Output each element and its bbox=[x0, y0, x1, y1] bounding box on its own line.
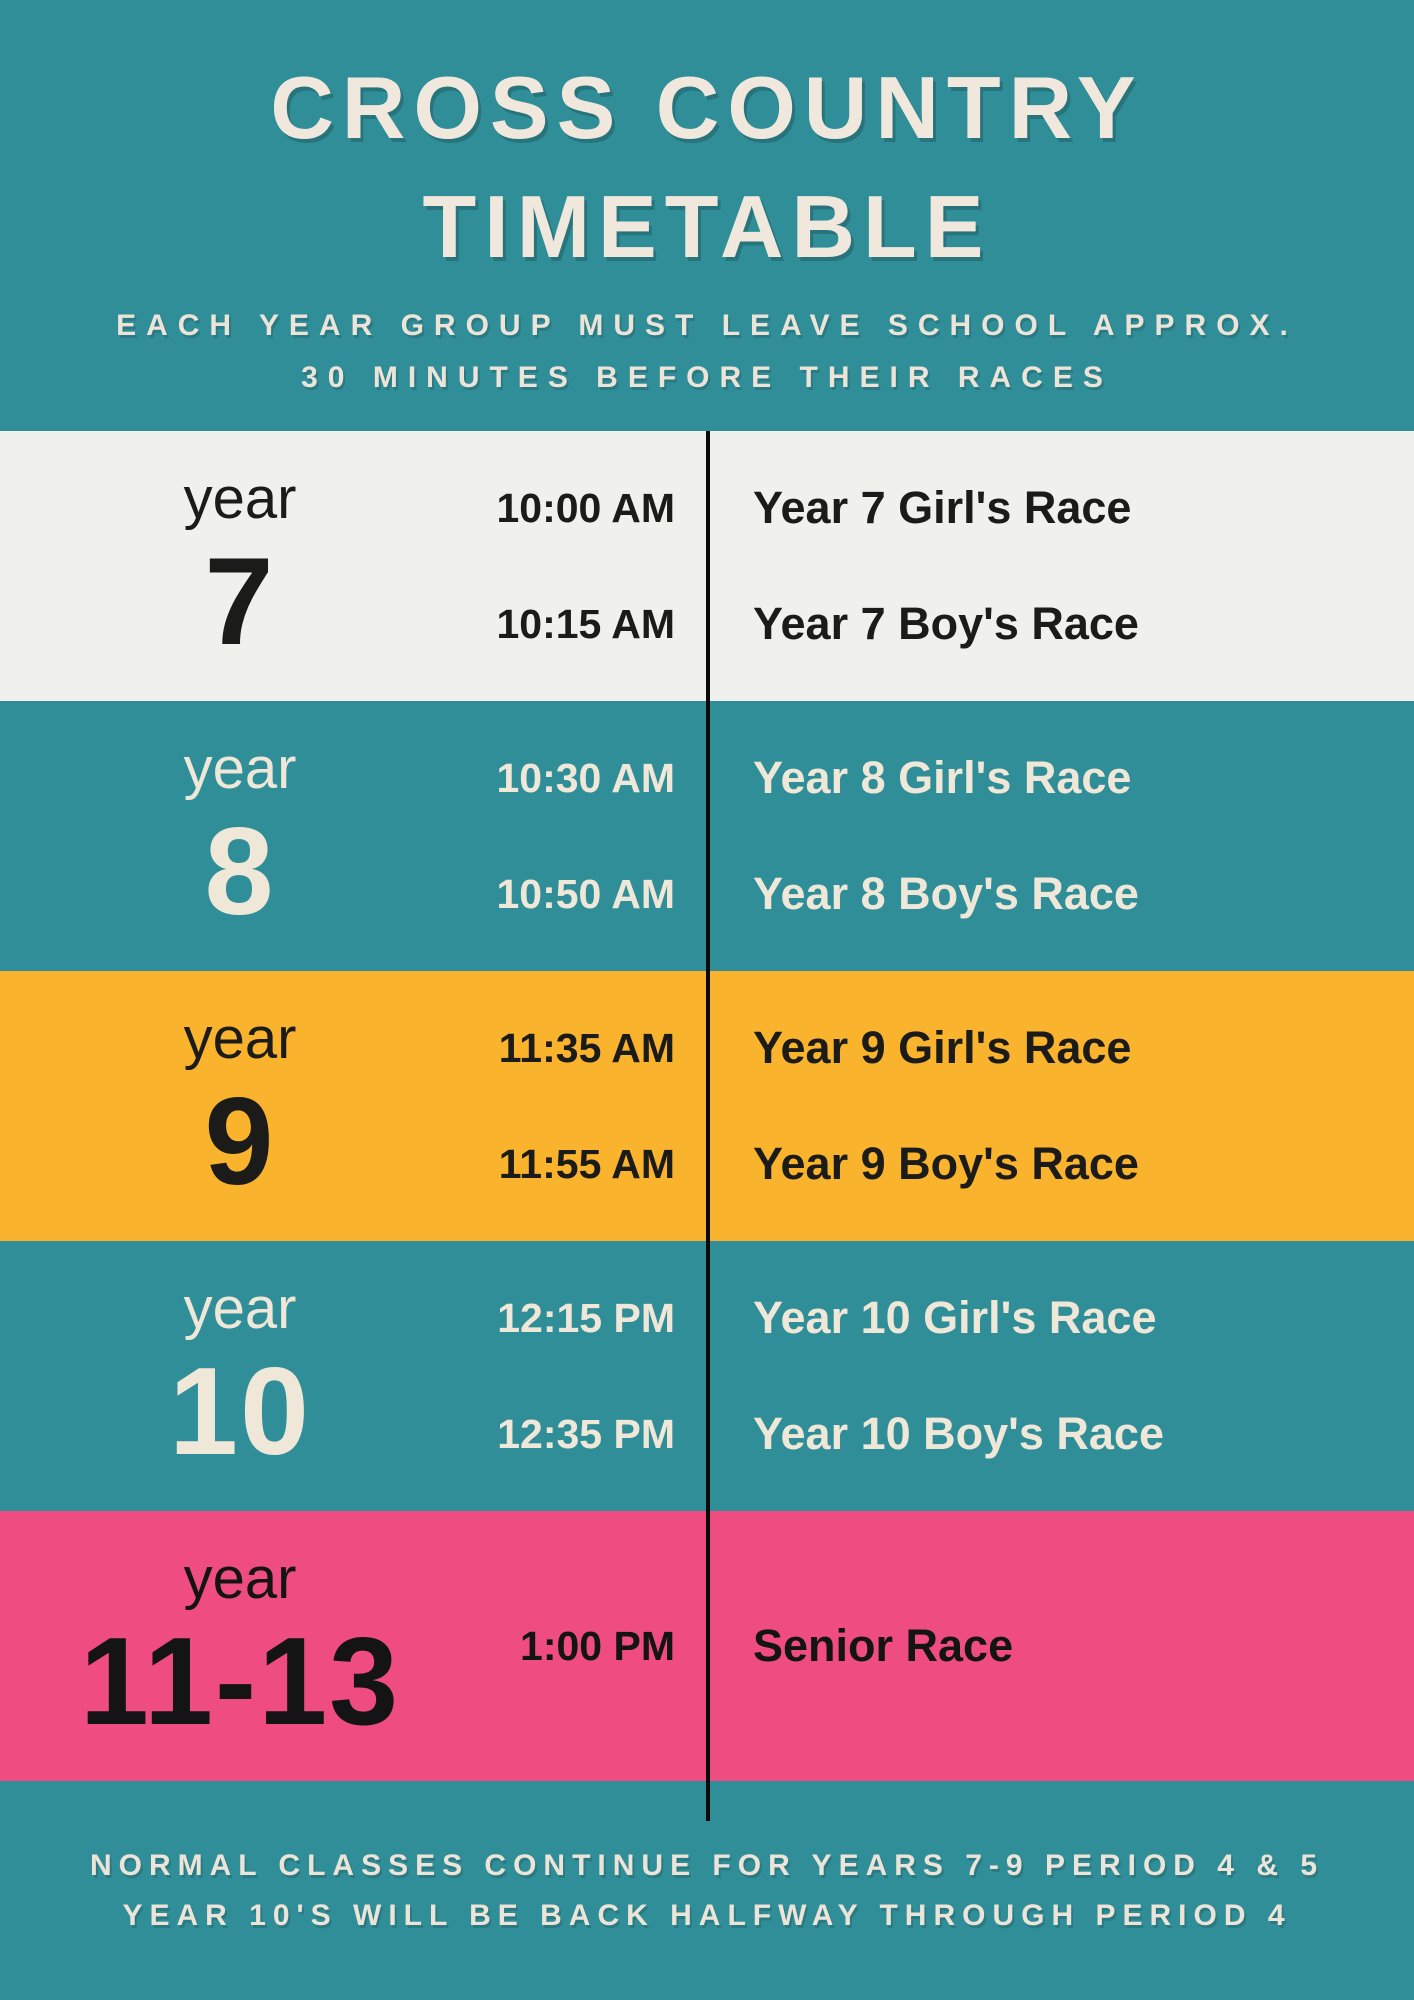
race-time: 12:15 PM bbox=[497, 1294, 675, 1341]
entries-year-11-13 bbox=[480, 1511, 1414, 1781]
race-time: 11:35 AM bbox=[498, 1024, 675, 1071]
entries-year-7 bbox=[480, 431, 1414, 701]
year-number: 8 bbox=[204, 803, 276, 942]
subtitle-line-2: 30 MINUTES BEFORE THEIR RACES bbox=[301, 361, 1113, 394]
year-word: year bbox=[183, 1276, 297, 1342]
year-number: 9 bbox=[204, 1073, 276, 1212]
race-name: Year 8 Boy's Race bbox=[753, 868, 1139, 919]
year-word: year bbox=[183, 466, 297, 532]
race-name: Year 7 Boy's Race bbox=[753, 598, 1139, 649]
timetable-entry bbox=[480, 598, 1414, 650]
race-name: Year 7 Girl's Race bbox=[753, 482, 1132, 533]
race-name: Year 9 Boy's Race bbox=[753, 1138, 1139, 1189]
poster-title-line-2: TIMETABLE bbox=[422, 177, 992, 276]
race-name: Year 10 Girl's Race bbox=[753, 1292, 1157, 1343]
year-number: 10 bbox=[169, 1343, 311, 1482]
timetable-entry bbox=[480, 1138, 1414, 1190]
entries-year-10 bbox=[480, 1241, 1414, 1511]
race-time: 10:50 AM bbox=[496, 870, 675, 917]
race-name: Year 9 Girl's Race bbox=[753, 1022, 1132, 1073]
year-number: 7 bbox=[204, 533, 276, 672]
timetable-entry bbox=[480, 752, 1414, 804]
race-name: Senior Race bbox=[753, 1620, 1014, 1671]
year-word: year bbox=[183, 736, 297, 802]
year-number: 11-13 bbox=[79, 1613, 401, 1752]
race-time: 10:00 AM bbox=[496, 484, 675, 531]
year-block-9 bbox=[0, 971, 480, 1241]
entries-year-8 bbox=[480, 701, 1414, 971]
poster-subtitle bbox=[0, 300, 1414, 404]
poster-title-line-1: CROSS COUNTRY bbox=[270, 58, 1144, 157]
year-block-10 bbox=[0, 1241, 480, 1511]
year-block-8 bbox=[0, 701, 480, 971]
subtitle-line-1: EACH YEAR GROUP MUST LEAVE SCHOOL APPROX. bbox=[116, 309, 1298, 342]
race-name: Year 8 Girl's Race bbox=[753, 752, 1132, 803]
year-word: year bbox=[183, 1546, 297, 1612]
footer-line-1: NORMAL CLASSES CONTINUE FOR YEARS 7-9 PERIOD 4 & 5 bbox=[89, 1848, 1325, 1882]
entries-year-9 bbox=[480, 971, 1414, 1241]
race-time: 1:00 PM bbox=[520, 1622, 675, 1669]
timetable-entry bbox=[480, 1292, 1414, 1344]
race-time: 12:35 PM bbox=[497, 1410, 675, 1457]
year-block-11-13 bbox=[0, 1511, 480, 1781]
year-block-7 bbox=[0, 431, 480, 701]
race-time: 10:30 AM bbox=[496, 754, 675, 801]
race-name: Year 10 Boy's Race bbox=[753, 1408, 1164, 1459]
footer-line-2: YEAR 10'S WILL BE BACK HALFWAY THROUGH PERIOD 4 bbox=[122, 1898, 1292, 1932]
header bbox=[0, 0, 1414, 431]
timetable-entry bbox=[480, 1620, 1414, 1672]
timetable-entry bbox=[480, 1022, 1414, 1074]
timetable-entry bbox=[480, 868, 1414, 920]
race-time: 11:55 AM bbox=[498, 1140, 675, 1187]
timetable-entry bbox=[480, 1408, 1414, 1460]
timetable-entry bbox=[480, 482, 1414, 534]
year-word: year bbox=[183, 1006, 297, 1072]
time-race-divider-line bbox=[706, 431, 710, 1821]
race-time: 10:15 AM bbox=[496, 600, 675, 647]
